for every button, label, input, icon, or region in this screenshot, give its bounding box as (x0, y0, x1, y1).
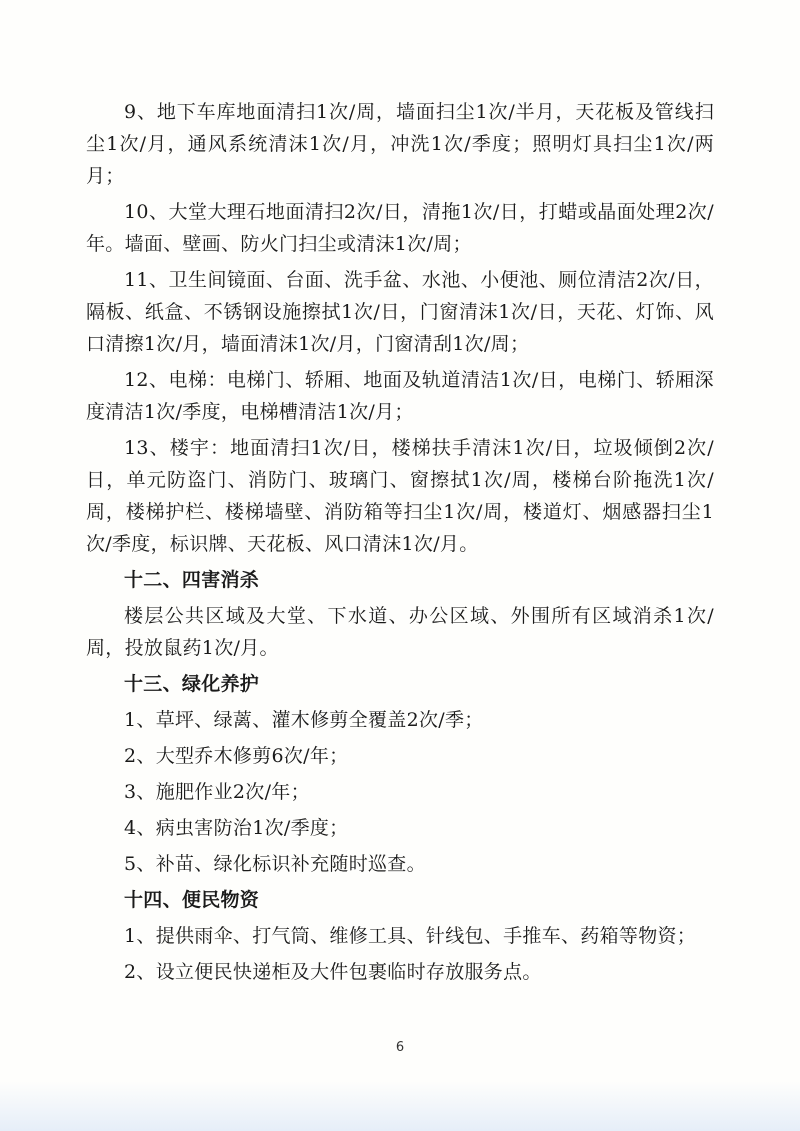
list-item-greening-5: 5、补苗、绿化标识补充随时巡查。 (124, 853, 426, 875)
paragraph-item-13: 13、楼宇：地面清扫1次/日，楼梯扶手清沫1次/日，垃圾倾倒2次/日，单元防盗门、消防门、玻璃门、窗擦拭1次/周，楼梯台阶拖洗1次/周，楼梯护栏、楼梯墙壁、消防箱等扫尘1次/周，楼道灯、烟感器扫尘1次/季度，标识牌、天花板、风口清沫1次/月。 (86, 437, 714, 555)
list-item-greening-2: 2、大型乔木修剪6次/年； (124, 745, 349, 767)
list-item-greening-3: 3、施肥作业2次/年； (124, 781, 310, 803)
document-body (86, 96, 714, 988)
paragraph-item-11: 11、卫生间镜面、台面、洗手盆、水池、小便池、厕位清洁2次/日，隔板、纸盒、不锈钢设施擦拭1次/日，门窗清沫1次/日，天花、灯饰、风口清擦1次/月，墙面清沫1次/月，门窗清刮1次/周； (86, 269, 714, 355)
paragraph-item-9: 9、地下车库地面清扫1次/周，墙面扫尘1次/半月，天花板及管线扫尘1次/月，通风系统清沫1次/月，冲洗1次/季度；照明灯具扫尘1次/两月； (86, 101, 714, 187)
paragraph-item-10: 10、大堂大理石地面清扫2次/日，清拖1次/日，打蜡或晶面处理2次/年。墙面、壁画、防火门扫尘或清沫1次/周； (86, 201, 714, 255)
list-item-supplies-2: 2、设立便民快递柜及大件包裹临时存放服务点。 (124, 961, 542, 983)
section-heading-13: 十三、绿化养护 (124, 673, 260, 695)
section-heading-12: 十二、四害消杀 (124, 569, 260, 591)
scan-edge-shade (0, 1081, 800, 1131)
paragraph-pest-control: 楼层公共区域及大堂、下水道、办公区域、外围所有区域消杀1次/周，投放鼠药1次/月。 (86, 605, 714, 659)
list-item-greening-1: 1、草坪、绿蓠、灌木修剪全覆盖2次/季； (124, 709, 484, 731)
section-heading-14: 十四、便民物资 (124, 889, 260, 911)
list-item-supplies-1: 1、提供雨伞、打气筒、维修工具、针线包、手推车、药箱等物资； (124, 925, 697, 947)
page-number: 6 (395, 1040, 405, 1055)
paragraph-item-12: 12、电梯：电梯门、轿厢、地面及轨道清洁1次/日，电梯门、轿厢深度清洁1次/季度，电梯槽清洁1次/月； (86, 369, 714, 423)
list-item-greening-4: 4、病虫害防治1次/季度； (124, 817, 349, 839)
